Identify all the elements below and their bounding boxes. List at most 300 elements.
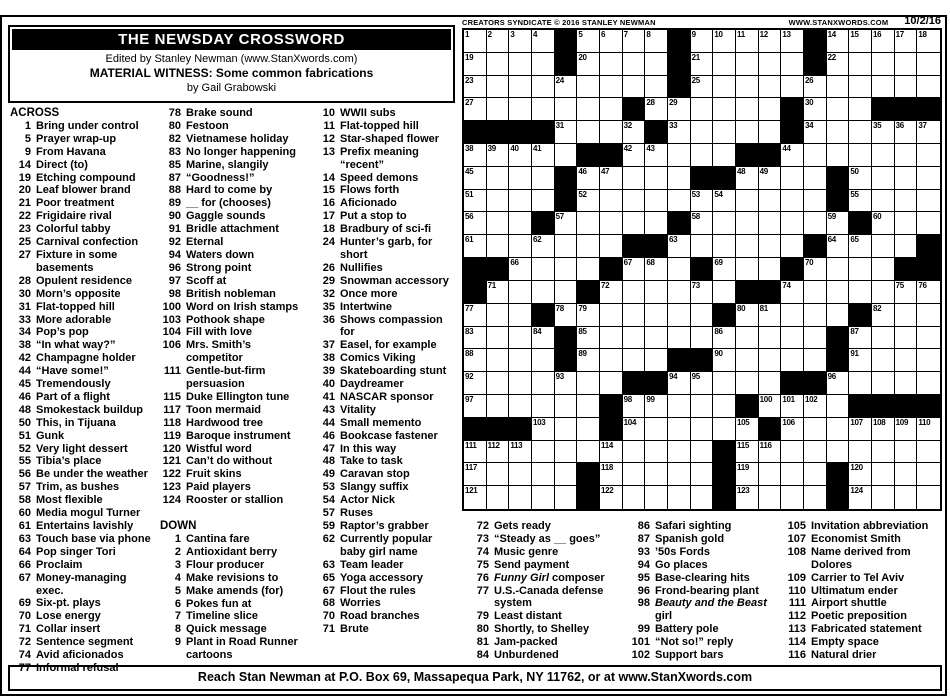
grid-cell[interactable] [487,441,510,464]
grid-cell[interactable] [759,463,782,486]
grid-cell[interactable] [713,235,736,258]
grid-cell[interactable] [555,144,578,167]
grid-cell[interactable] [804,258,827,281]
grid-cell[interactable] [917,144,940,167]
grid-cell[interactable] [600,212,623,235]
grid-cell[interactable] [487,30,510,53]
grid-cell[interactable] [691,486,714,509]
grid-cell[interactable] [645,30,668,53]
grid-cell[interactable] [895,212,918,235]
grid-cell[interactable] [849,372,872,395]
grid-cell[interactable] [781,167,804,190]
grid-cell[interactable] [917,327,940,350]
grid-cell[interactable] [736,167,759,190]
grid-cell[interactable] [487,486,510,509]
grid-cell[interactable] [827,121,850,144]
grid-cell[interactable] [487,281,510,304]
grid-cell[interactable] [487,372,510,395]
grid-cell[interactable] [645,327,668,350]
grid-cell[interactable] [487,144,510,167]
grid-cell[interactable] [691,212,714,235]
grid-cell[interactable] [509,144,532,167]
grid-cell[interactable] [691,372,714,395]
grid-cell[interactable] [804,144,827,167]
grid-cell[interactable] [872,486,895,509]
grid-cell[interactable] [668,258,691,281]
grid-cell[interactable] [759,486,782,509]
grid-cell[interactable] [917,30,940,53]
grid-cell[interactable] [804,121,827,144]
grid-cell[interactable] [804,463,827,486]
grid-cell[interactable] [577,121,600,144]
grid-cell[interactable] [827,418,850,441]
grid-cell[interactable] [668,372,691,395]
grid-cell[interactable] [804,418,827,441]
grid-cell[interactable] [872,372,895,395]
grid-cell[interactable] [691,53,714,76]
grid-cell[interactable] [872,258,895,281]
grid-cell[interactable] [464,395,487,418]
grid-cell[interactable] [849,258,872,281]
grid-cell[interactable] [600,235,623,258]
grid-cell[interactable] [713,258,736,281]
grid-cell[interactable] [464,76,487,99]
grid-cell[interactable] [645,167,668,190]
grid-cell[interactable] [623,121,646,144]
grid-cell[interactable] [895,281,918,304]
grid-cell[interactable] [509,190,532,213]
grid-cell[interactable] [781,441,804,464]
grid-cell[interactable] [532,281,555,304]
grid-cell[interactable] [600,463,623,486]
grid-cell[interactable] [827,235,850,258]
grid-cell[interactable] [736,190,759,213]
grid-cell[interactable] [509,235,532,258]
grid-cell[interactable] [509,167,532,190]
grid-cell[interactable] [577,304,600,327]
grid-cell[interactable] [872,463,895,486]
grid-cell[interactable] [600,30,623,53]
grid-cell[interactable] [668,121,691,144]
grid-cell[interactable] [509,441,532,464]
grid-cell[interactable] [759,190,782,213]
grid-cell[interactable] [804,304,827,327]
grid-cell[interactable] [464,463,487,486]
grid-cell[interactable] [849,486,872,509]
crossword-grid[interactable] [462,28,942,511]
grid-cell[interactable] [464,190,487,213]
grid-cell[interactable] [713,395,736,418]
grid-cell[interactable] [691,327,714,350]
grid-cell[interactable] [645,190,668,213]
grid-cell[interactable] [532,190,555,213]
grid-cell[interactable] [895,121,918,144]
grid-cell[interactable] [600,98,623,121]
grid-cell[interactable] [600,327,623,350]
grid-cell[interactable] [645,418,668,441]
grid-cell[interactable] [509,30,532,53]
grid-cell[interactable] [645,98,668,121]
grid-cell[interactable] [668,235,691,258]
grid-cell[interactable] [645,258,668,281]
grid-cell[interactable] [917,281,940,304]
grid-cell[interactable] [555,98,578,121]
grid-cell[interactable] [691,144,714,167]
grid-cell[interactable] [804,441,827,464]
grid-cell[interactable] [623,441,646,464]
grid-cell[interactable] [736,76,759,99]
grid-cell[interactable] [713,53,736,76]
grid-cell[interactable] [464,372,487,395]
grid-cell[interactable] [781,395,804,418]
grid-cell[interactable] [917,349,940,372]
grid-cell[interactable] [668,144,691,167]
grid-cell[interactable] [691,121,714,144]
grid-cell[interactable] [917,167,940,190]
grid-cell[interactable] [577,212,600,235]
grid-cell[interactable] [781,463,804,486]
grid-cell[interactable] [577,395,600,418]
grid-cell[interactable] [532,327,555,350]
grid-cell[interactable] [532,98,555,121]
grid-cell[interactable] [532,53,555,76]
grid-cell[interactable] [509,349,532,372]
grid-cell[interactable] [804,349,827,372]
grid-cell[interactable] [623,76,646,99]
grid-cell[interactable] [623,30,646,53]
grid-cell[interactable] [532,167,555,190]
grid-cell[interactable] [645,395,668,418]
grid-cell[interactable] [895,190,918,213]
grid-cell[interactable] [895,235,918,258]
grid-cell[interactable] [713,190,736,213]
grid-cell[interactable] [781,53,804,76]
grid-cell[interactable] [781,144,804,167]
grid-cell[interactable] [917,53,940,76]
grid-cell[interactable] [668,167,691,190]
grid-cell[interactable] [736,212,759,235]
grid-cell[interactable] [464,98,487,121]
grid-cell[interactable] [645,349,668,372]
grid-cell[interactable] [691,98,714,121]
grid-cell[interactable] [781,304,804,327]
grid-cell[interactable] [759,212,782,235]
grid-cell[interactable] [577,53,600,76]
grid-cell[interactable] [532,372,555,395]
grid-cell[interactable] [668,486,691,509]
grid-cell[interactable] [872,281,895,304]
grid-cell[interactable] [872,304,895,327]
grid-cell[interactable] [623,144,646,167]
grid-cell[interactable] [736,98,759,121]
grid-cell[interactable] [487,395,510,418]
grid-cell[interactable] [668,418,691,441]
grid-cell[interactable] [555,258,578,281]
grid-cell[interactable] [827,304,850,327]
grid-cell[interactable] [691,30,714,53]
grid-cell[interactable] [895,463,918,486]
grid-cell[interactable] [464,486,487,509]
grid-cell[interactable] [736,349,759,372]
grid-cell[interactable] [895,349,918,372]
grid-cell[interactable] [509,372,532,395]
grid-cell[interactable] [645,486,668,509]
grid-cell[interactable] [804,190,827,213]
grid-cell[interactable] [532,76,555,99]
grid-cell[interactable] [917,441,940,464]
grid-cell[interactable] [487,167,510,190]
grid-cell[interactable] [736,30,759,53]
grid-cell[interactable] [781,190,804,213]
grid-cell[interactable] [487,349,510,372]
grid-cell[interactable] [781,281,804,304]
grid-cell[interactable] [872,418,895,441]
grid-cell[interactable] [804,212,827,235]
grid-cell[interactable] [759,327,782,350]
grid-cell[interactable] [895,418,918,441]
grid-cell[interactable] [623,190,646,213]
grid-cell[interactable] [555,463,578,486]
grid-cell[interactable] [464,441,487,464]
grid-cell[interactable] [872,327,895,350]
grid-cell[interactable] [464,235,487,258]
grid-cell[interactable] [781,349,804,372]
grid-cell[interactable] [804,486,827,509]
grid-cell[interactable] [623,486,646,509]
grid-cell[interactable] [487,327,510,350]
grid-cell[interactable] [577,167,600,190]
grid-cell[interactable] [849,190,872,213]
grid-cell[interactable] [759,349,782,372]
grid-cell[interactable] [713,281,736,304]
grid-cell[interactable] [623,327,646,350]
grid-cell[interactable] [645,144,668,167]
grid-cell[interactable] [781,235,804,258]
grid-cell[interactable] [872,441,895,464]
grid-cell[interactable] [736,372,759,395]
grid-cell[interactable] [487,463,510,486]
grid-cell[interactable] [827,441,850,464]
grid-cell[interactable] [691,418,714,441]
grid-cell[interactable] [623,395,646,418]
grid-cell[interactable] [872,121,895,144]
grid-cell[interactable] [509,395,532,418]
grid-cell[interactable] [781,212,804,235]
grid-cell[interactable] [509,327,532,350]
grid-cell[interactable] [691,190,714,213]
grid-cell[interactable] [623,463,646,486]
grid-cell[interactable] [849,418,872,441]
grid-cell[interactable] [487,304,510,327]
grid-cell[interactable] [532,486,555,509]
grid-cell[interactable] [872,144,895,167]
grid-cell[interactable] [759,441,782,464]
grid-cell[interactable] [827,30,850,53]
grid-cell[interactable] [668,98,691,121]
grid-cell[interactable] [577,30,600,53]
grid-cell[interactable] [895,167,918,190]
grid-cell[interactable] [713,327,736,350]
grid-cell[interactable] [895,327,918,350]
grid-cell[interactable] [532,463,555,486]
grid-cell[interactable] [555,418,578,441]
grid-cell[interactable] [600,349,623,372]
grid-cell[interactable] [872,235,895,258]
grid-cell[interactable] [804,98,827,121]
grid-cell[interactable] [827,281,850,304]
grid-cell[interactable] [645,76,668,99]
grid-cell[interactable] [691,281,714,304]
grid-cell[interactable] [623,258,646,281]
grid-cell[interactable] [623,304,646,327]
grid-cell[interactable] [713,349,736,372]
grid-cell[interactable] [532,235,555,258]
grid-cell[interactable] [736,441,759,464]
grid-cell[interactable] [827,395,850,418]
grid-cell[interactable] [577,349,600,372]
grid-cell[interactable] [600,304,623,327]
grid-cell[interactable] [623,418,646,441]
grid-cell[interactable] [736,486,759,509]
grid-cell[interactable] [827,53,850,76]
grid-cell[interactable] [759,121,782,144]
grid-cell[interactable] [464,304,487,327]
grid-cell[interactable] [849,327,872,350]
grid-cell[interactable] [555,304,578,327]
grid-cell[interactable] [532,258,555,281]
grid-cell[interactable] [827,98,850,121]
grid-cell[interactable] [487,235,510,258]
grid-cell[interactable] [781,30,804,53]
grid-cell[interactable] [781,418,804,441]
grid-cell[interactable] [464,167,487,190]
grid-cell[interactable] [555,395,578,418]
grid-cell[interactable] [623,212,646,235]
grid-cell[interactable] [736,327,759,350]
grid-cell[interactable] [804,167,827,190]
grid-cell[interactable] [691,235,714,258]
grid-cell[interactable] [849,167,872,190]
grid-cell[interactable] [623,167,646,190]
grid-cell[interactable] [623,281,646,304]
grid-cell[interactable] [487,98,510,121]
grid-cell[interactable] [759,258,782,281]
grid-cell[interactable] [668,190,691,213]
grid-cell[interactable] [872,167,895,190]
grid-cell[interactable] [691,76,714,99]
grid-cell[interactable] [713,76,736,99]
grid-cell[interactable] [555,212,578,235]
grid-cell[interactable] [668,441,691,464]
grid-cell[interactable] [600,281,623,304]
grid-cell[interactable] [849,441,872,464]
grid-cell[interactable] [509,304,532,327]
grid-cell[interactable] [895,144,918,167]
grid-cell[interactable] [827,258,850,281]
grid-cell[interactable] [645,441,668,464]
grid-cell[interactable] [600,372,623,395]
grid-cell[interactable] [759,304,782,327]
grid-cell[interactable] [464,212,487,235]
grid-cell[interactable] [736,121,759,144]
grid-cell[interactable] [509,98,532,121]
grid-cell[interactable] [713,212,736,235]
grid-cell[interactable] [487,76,510,99]
grid-cell[interactable] [849,30,872,53]
grid-cell[interactable] [917,372,940,395]
grid-cell[interactable] [600,167,623,190]
grid-cell[interactable] [804,281,827,304]
grid-cell[interactable] [736,463,759,486]
grid-cell[interactable] [759,30,782,53]
grid-cell[interactable] [555,281,578,304]
grid-cell[interactable] [736,53,759,76]
grid-cell[interactable] [509,258,532,281]
grid-cell[interactable] [577,372,600,395]
grid-cell[interactable] [917,190,940,213]
grid-cell[interactable] [759,167,782,190]
grid-cell[interactable] [804,76,827,99]
grid-cell[interactable] [577,418,600,441]
grid-cell[interactable] [532,395,555,418]
grid-cell[interactable] [849,281,872,304]
grid-cell[interactable] [645,281,668,304]
grid-cell[interactable] [668,463,691,486]
grid-cell[interactable] [872,76,895,99]
grid-cell[interactable] [736,235,759,258]
grid-cell[interactable] [509,53,532,76]
grid-cell[interactable] [668,281,691,304]
grid-cell[interactable] [895,304,918,327]
grid-cell[interactable] [849,121,872,144]
grid-cell[interactable] [464,53,487,76]
grid-cell[interactable] [759,372,782,395]
grid-cell[interactable] [691,463,714,486]
grid-cell[interactable] [577,190,600,213]
grid-cell[interactable] [623,53,646,76]
grid-cell[interactable] [849,463,872,486]
grid-cell[interactable] [781,327,804,350]
grid-cell[interactable] [827,372,850,395]
grid-cell[interactable] [532,418,555,441]
grid-cell[interactable] [872,349,895,372]
grid-cell[interactable] [464,144,487,167]
grid-cell[interactable] [600,121,623,144]
grid-cell[interactable] [849,98,872,121]
grid-cell[interactable] [600,53,623,76]
grid-cell[interactable] [759,98,782,121]
grid-cell[interactable] [849,349,872,372]
grid-cell[interactable] [509,76,532,99]
grid-cell[interactable] [895,30,918,53]
grid-cell[interactable] [917,486,940,509]
grid-cell[interactable] [532,144,555,167]
grid-cell[interactable] [668,327,691,350]
grid-cell[interactable] [645,463,668,486]
grid-cell[interactable] [555,372,578,395]
grid-cell[interactable] [555,121,578,144]
grid-cell[interactable] [895,76,918,99]
grid-cell[interactable] [691,441,714,464]
grid-cell[interactable] [600,441,623,464]
grid-cell[interactable] [532,349,555,372]
grid-cell[interactable] [577,98,600,121]
grid-cell[interactable] [713,418,736,441]
grid-cell[interactable] [487,53,510,76]
grid-cell[interactable] [827,144,850,167]
grid-cell[interactable] [872,30,895,53]
grid-cell[interactable] [781,76,804,99]
